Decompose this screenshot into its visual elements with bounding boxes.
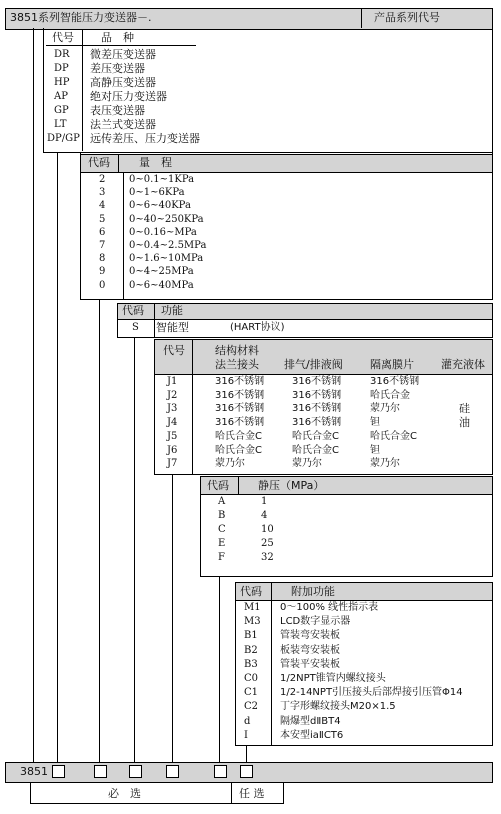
range-section: [80, 152, 493, 300]
range-code: 5: [99, 213, 106, 225]
structure-code: J2: [167, 389, 178, 401]
product-name: 微差压变送器: [90, 48, 156, 61]
function-code-divider: [154, 303, 155, 337]
structure-vent: 哈氏合金C: [292, 430, 339, 442]
structure-flange: 哈氏合金C: [215, 430, 262, 442]
structure-section: [154, 339, 493, 475]
extras-section: [235, 582, 493, 746]
structure-membrane: 哈氏合金C: [370, 430, 417, 442]
model-number: 3851: [20, 765, 48, 778]
range-code: 3: [99, 187, 106, 199]
structure-code: J4: [167, 417, 178, 429]
extras-code: C0: [244, 673, 259, 684]
range-col-divider: [123, 173, 124, 299]
code-box-function[interactable]: [129, 765, 142, 778]
structure-code-divider: [192, 339, 193, 474]
range-value: 0~0.1~1KPa: [129, 174, 195, 185]
extras-code: M3: [244, 616, 261, 628]
static-value: 10: [261, 524, 274, 535]
function-section: [117, 303, 493, 338]
static-value: 4: [261, 510, 268, 521]
leader-line-series: [33, 28, 34, 762]
product-name: 差压变送器: [90, 62, 145, 75]
structure-vent-heading: 排气/排液阀: [284, 358, 343, 371]
structure-vent: 316不锈钢: [292, 389, 342, 401]
static-value: 1: [261, 496, 268, 507]
extras-name: 丁字形螺纹接头M20×1.5: [280, 701, 396, 713]
function-code-heading: 代码: [122, 304, 144, 317]
range-code: 7: [99, 240, 106, 251]
structure-code: J6: [167, 444, 178, 456]
code-box-range[interactable]: [94, 765, 107, 778]
structure-code: J1: [167, 376, 178, 387]
extras-name-heading: 附加功能: [291, 585, 335, 598]
leader-line-range: [99, 299, 100, 762]
product-name: 远传差压、压力变送器: [90, 132, 200, 145]
range-code: 9: [99, 266, 106, 278]
structure-code: J3: [167, 403, 178, 415]
product-name: 高静压变送器: [90, 76, 156, 89]
range-code: 2: [99, 174, 106, 185]
header-series-code: 产品系列代号: [374, 11, 440, 24]
structure-membrane: 哈氏合金: [370, 389, 410, 401]
range-code: 8: [99, 253, 106, 265]
extras-name: 管装弯安装板: [280, 630, 340, 642]
structure-vent: 316不锈钢: [292, 376, 342, 387]
product-code: DP/GP: [47, 133, 80, 144]
range-value: 0~40~250KPa: [129, 213, 204, 225]
static-name-heading: 静压（MPa）: [258, 479, 325, 492]
extras-name: 隔爆型dⅡBT4: [280, 715, 341, 727]
range-value: 0~0.4~2.5MPa: [129, 240, 207, 251]
product-name: 法兰式变送器: [90, 118, 156, 131]
product-code: LT: [54, 119, 67, 130]
static-code: F: [218, 552, 225, 563]
static-header-bar: [201, 476, 492, 495]
structure-membrane-heading: 隔离膜片: [370, 358, 414, 371]
extras-code-divider: [271, 582, 272, 745]
code-box-static[interactable]: [214, 765, 227, 778]
structure-vent: 316不锈钢: [292, 403, 342, 415]
static-value: 32: [261, 552, 274, 563]
product-code-divider: [82, 30, 83, 151]
range-value: 0~4~25MPa: [129, 266, 194, 278]
structure-code: J7: [167, 458, 178, 470]
extras-code: B3: [244, 658, 258, 670]
extras-name: LCD数字显示器: [280, 616, 351, 628]
product-code: HP: [54, 77, 70, 88]
extras-code: C2: [244, 701, 259, 713]
range-value: 0~1.6~10MPa: [129, 253, 204, 265]
static-pressure-section: [200, 476, 493, 577]
extras-code-heading: 代码: [240, 585, 262, 598]
product-code: GP: [54, 105, 69, 116]
range-code-divider: [118, 154, 119, 173]
structure-flange: 蒙乃尔: [215, 458, 245, 470]
static-value: 25: [261, 538, 274, 549]
structure-code: J5: [167, 430, 178, 442]
range-value: 0~1~6KPa: [129, 187, 185, 199]
range-code: 0: [99, 279, 106, 291]
leader-line-product: [57, 152, 58, 762]
extras-name: 1/2-14NPT引压接头后部焊接引压管Φ14: [280, 687, 463, 699]
extras-name: 本安型iaⅡCT6: [280, 729, 344, 741]
structure-flange: 316不锈钢: [215, 389, 265, 401]
structure-materials-heading: 结构材料: [215, 344, 259, 357]
extras-header-bar: [236, 582, 492, 601]
function-name-heading: 功能: [161, 304, 183, 317]
range-name-heading: 量 程: [139, 156, 172, 169]
structure-fill-heading: 灌充液体: [441, 358, 485, 371]
structure-flange: 316不锈钢: [215, 403, 265, 415]
range-value: 0~0.16~MPa: [129, 226, 197, 238]
extras-code: C1: [244, 687, 259, 699]
function-code: S: [132, 322, 139, 333]
code-box-structure[interactable]: [166, 765, 179, 778]
product-code: DR: [54, 49, 70, 60]
function-name: 智能型: [156, 321, 189, 334]
structure-membrane: 钽: [370, 417, 380, 429]
range-value: 0~6~40KPa: [129, 200, 191, 212]
header-title: 3851系列智能压力变送器－.: [10, 11, 152, 24]
extras-name: 板装弯安装板: [280, 644, 340, 656]
range-code-heading: 代码: [88, 156, 110, 169]
leader-line-static: [219, 576, 220, 762]
structure-flange: 316不锈钢: [215, 376, 265, 387]
extras-code: d: [244, 715, 251, 727]
static-code-heading: 代码: [207, 479, 229, 492]
structure-flange: 哈氏合金C: [215, 444, 262, 456]
product-name: 绝对压力变送器: [90, 90, 167, 103]
extras-code: I: [244, 729, 248, 741]
structure-vent: 316不锈钢: [292, 417, 342, 429]
function-note: (HART协议): [230, 322, 285, 333]
code-box-extras[interactable]: [240, 765, 253, 778]
structure-fill: 硅: [459, 402, 470, 416]
structure-code-heading: 代号: [163, 344, 185, 357]
range-value: 0~6~40MPa: [129, 279, 194, 291]
structure-membrane: 蒙乃尔: [370, 403, 400, 415]
static-code: E: [218, 538, 226, 549]
structure-flange: 316不锈钢: [215, 417, 265, 429]
structure-vent: 哈氏合金C: [292, 444, 339, 456]
optional-label: 任 选: [239, 787, 265, 800]
product-name: 表压变送器: [90, 104, 145, 117]
product-name-heading: 品 种: [101, 31, 134, 44]
static-code: A: [218, 496, 226, 507]
range-code: 6: [99, 226, 106, 238]
leader-line-extras: [246, 745, 247, 762]
extras-code: M1: [244, 602, 261, 613]
static-code: B: [218, 510, 226, 521]
structure-vent: 蒙乃尔: [292, 458, 322, 470]
extras-code: B1: [244, 630, 258, 642]
code-box-product[interactable]: [52, 765, 65, 778]
extras-name: 管装平安装板: [280, 658, 340, 670]
extras-name: 0～100% 线性指示表: [280, 602, 379, 613]
structure-membrane: 316不锈钢: [370, 376, 420, 387]
extras-name: 1/2NPT锥管内螺纹接头: [280, 673, 386, 684]
product-code: DP: [54, 63, 69, 74]
product-code: AP: [54, 91, 68, 102]
leader-line-function: [134, 337, 135, 762]
product-section: [43, 28, 493, 153]
structure-flange-heading: 法兰接头: [215, 358, 259, 371]
structure-fill: 油: [459, 416, 470, 430]
static-code-divider: [238, 476, 239, 495]
required-label: 必 选: [108, 787, 141, 800]
header-divider: [361, 8, 362, 28]
structure-membrane: 蒙乃尔: [370, 458, 400, 470]
static-code: C: [218, 524, 226, 535]
product-code-heading: 代号: [52, 31, 74, 44]
extras-code: B2: [244, 644, 258, 656]
range-code: 4: [99, 200, 106, 212]
structure-membrane: 钽: [370, 444, 380, 456]
leader-line-structure: [172, 474, 173, 762]
product-header-underline: [46, 45, 196, 46]
